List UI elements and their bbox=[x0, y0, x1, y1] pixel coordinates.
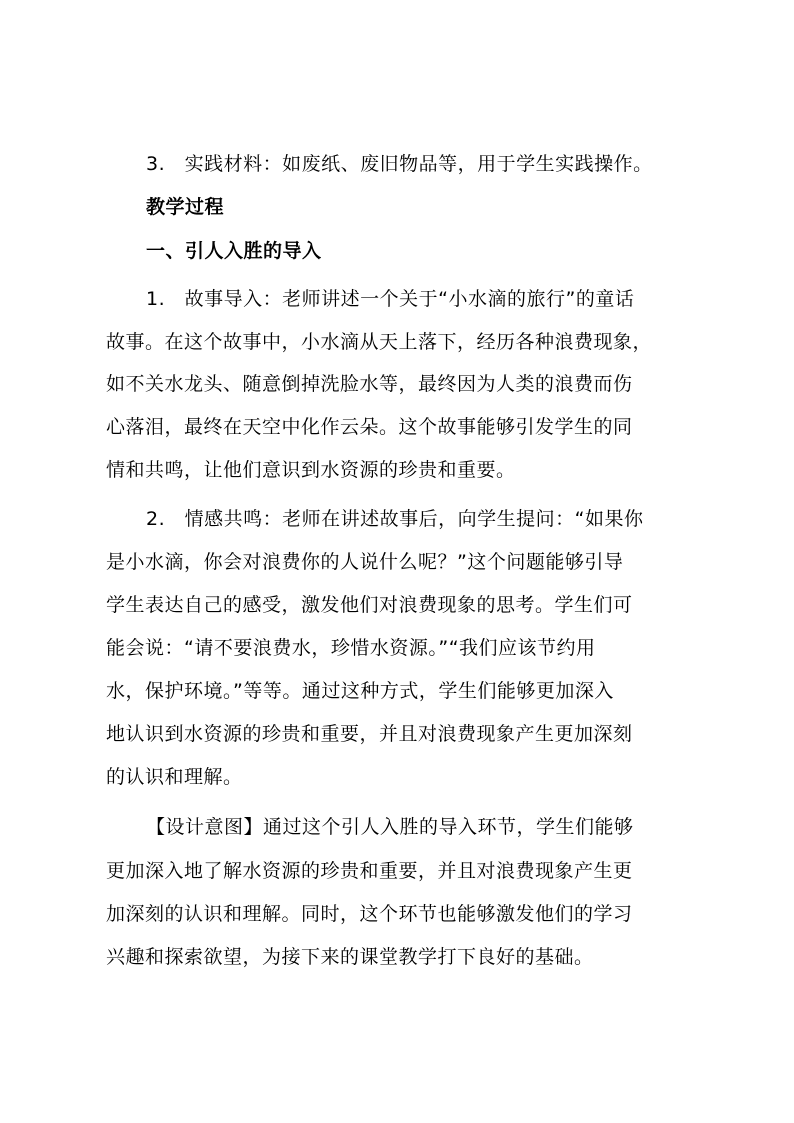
paragraph-design-intent-line-3: 加深刻的认识和理解。同时，这个环节也能够激发他们的学习 bbox=[106, 903, 633, 925]
subsection-title-introduction: 一、引人入胜的导入 bbox=[146, 240, 322, 262]
materials-item-3: 3. 实践材料：如废纸、废旧物品等，用于学生实践操作。 bbox=[146, 153, 653, 175]
paragraph-story-line-2: 故事。在这个故事中，小水滴从天上落下，经历各种浪费现象， bbox=[106, 331, 653, 353]
paragraph-emotion-line-6: 地认识到水资源的珍贵和重要，并且对浪费现象产生更加深刻 bbox=[106, 723, 633, 745]
paragraph-emotion-line-4: 能会说：“请不要浪费水，珍惜水资源。”“我们应该节约用 bbox=[106, 637, 596, 659]
paragraph-emotion-line-7: 的认识和理解。 bbox=[106, 766, 243, 788]
paragraph-emotion-line-1: 2. 情感共鸣：老师在讲述故事后，向学生提问：“如果你 bbox=[146, 508, 644, 530]
paragraph-story-line-4: 心落泪，最终在天空中化作云朵。这个故事能够引发学生的同 bbox=[106, 416, 633, 438]
paragraph-design-intent-line-4: 兴趣和探索欲望，为接下来的课堂教学打下良好的基础。 bbox=[106, 946, 594, 968]
paragraph-design-intent-line-2: 更加深入地了解水资源的珍贵和重要，并且对浪费现象产生更 bbox=[106, 860, 633, 882]
paragraph-design-intent-line-1: 【设计意图】通过这个引人入胜的导入环节，学生们能够 bbox=[146, 816, 634, 838]
paragraph-story-line-1: 1. 故事导入：老师讲述一个关于“小水滴的旅行”的童话 bbox=[146, 288, 635, 310]
paragraph-emotion-line-3: 学生表达自己的感受，激发他们对浪费现象的思考。学生们可 bbox=[106, 594, 633, 616]
section-title-teaching-process: 教学过程 bbox=[146, 196, 225, 218]
paragraph-story-line-3: 如不关水龙头、随意倒掉洗脸水等，最终因为人类的浪费而伤 bbox=[106, 373, 633, 395]
paragraph-emotion-line-5: 水，保护环境。”等等。通过这种方式，学生们能够更加深入 bbox=[106, 680, 614, 702]
paragraph-story-line-5: 情和共鸣，让他们意识到水资源的珍贵和重要。 bbox=[106, 459, 516, 481]
paragraph-emotion-line-2: 是小水滴，你会对浪费你的人说什么呢？”这个问题能够引导 bbox=[106, 551, 624, 573]
